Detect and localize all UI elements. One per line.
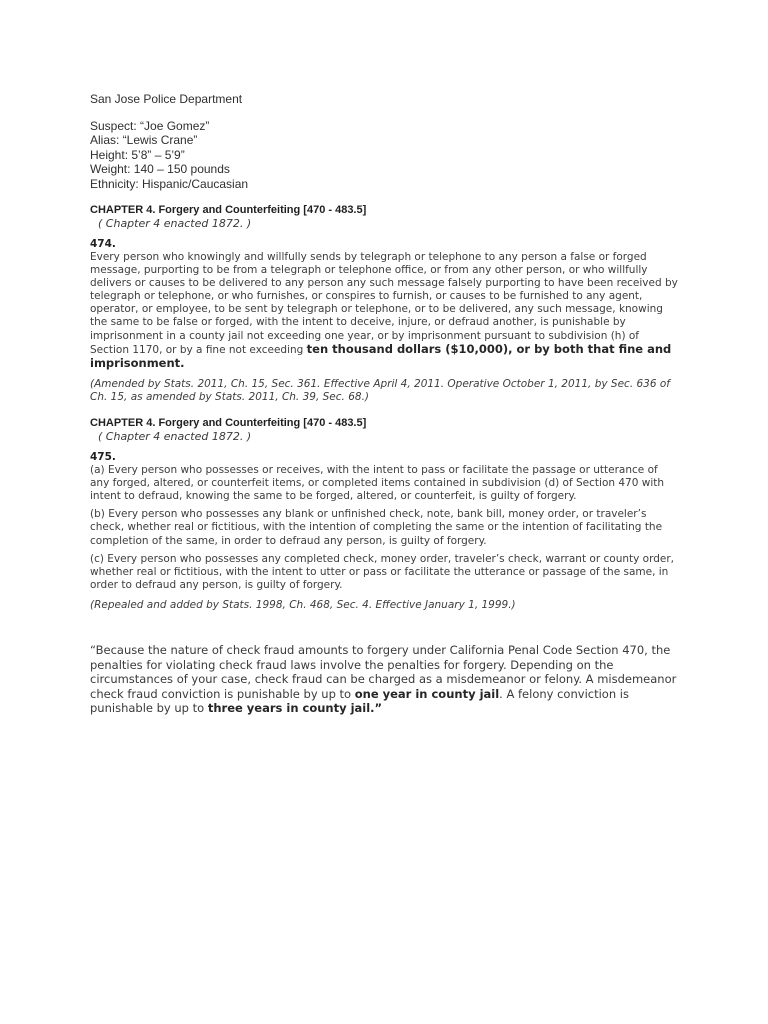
quote-bold-2: three years in county jail.”: [207, 701, 383, 716]
chapter-enacted-note: ( Chapter 4 enacted 1872. ): [98, 217, 252, 230]
suspect-height: Height: 5’8” – 5’9”: [90, 147, 185, 162]
chapter-heading: CHAPTER 4. Forgery and Counterfeiting [470 - 483.5]: [90, 204, 367, 216]
section-history: (Amended by Stats. 2011, Ch. 15, Sec. 361. Effective April 4, 2011. Operative October 1, 2011, by Sec. 636 of Ch. 15, as amended by Stats. 2011, Ch. 39, Sec. 68.): [90, 377, 670, 403]
section-text: [90, 251, 680, 371]
subdivision-b: (b) Every person who possesses any blank or unfinished check, note, bank bill, money order, or traveler’s check, whether real or fictitious, with the intention of completing the same or the intention of facilitating the completion of the same, in order to defraud any person, is guilty of forgery.: [90, 508, 663, 547]
subdivision-a: (a) Every person who possesses or receives, with the intent to pass or facilitate the passage or utterance of any forged, altered, or counterfeit items, or completed items contained in subdivision (d) of Section 470 with intent to defraud, knowing the same to be forged, altered, or counterfeit, is guilty of forgery.: [90, 464, 665, 503]
department-name: San Jose Police Department: [90, 92, 243, 106]
suspect-alias: Alias: “Lewis Crane”: [90, 133, 198, 147]
document-page: [90, 92, 680, 716]
section-text-bold: ten thousand dollars ($10,000), or by both that fine and imprisonment.: [90, 341, 672, 370]
quote-text-2: . A felony conviction is punishable by up to: [90, 686, 629, 716]
section-number: 475.: [90, 451, 116, 464]
suspect-name: Suspect: “Joe Gomez”: [90, 118, 210, 133]
chapter-enacted-note: ( Chapter 4 enacted 1872. ): [98, 430, 252, 444]
section-text-main: Every person who knowingly and willfully sends by telegraph or telephone to any person a false or forged message, purporting to be from a telegraph or telephone office, or from any other person, or who willfully delivers or causes to be delivered to any person any such message falsely purporting to have been received by telegraph or telephone, or who furnishes, or conspires to furnish, or causes to be furnished to any agent, operator, or employee, to be sent by telegraph or telephone, or to be delivered, any such message, knowing the same to be false or forged, with the intent to deceive, injure, or defraud another, is punishable by imprisonment in a county jail not exceeding one year, or by imprisonment pursuant to subdivision (h) of Section 1170, or by a fine not exceeding: [90, 251, 678, 356]
chapter-heading: CHAPTER 4. Forgery and Counterfeiting [470 - 483.5]: [90, 417, 367, 430]
quote-text-1: “Because the nature of check fraud amounts to forgery under California Penal Code Section 470, the penalties for violating check fraud laws involve the penalties for forgery. Depending on the circumstances of your case, check fraud can be charged as a misdemeanor or felony. A misdemeanor check fraud conviction is punishable by up to: [90, 642, 677, 701]
suspect-weight: Weight: 140 – 150 pounds: [90, 162, 230, 176]
section-history: (Repealed and added by Stats. 1998, Ch. 468, Sec. 4. Effective January 1, 1999.): [90, 598, 516, 611]
section-475: [90, 416, 680, 612]
quote-bold-1: one year in county jail: [354, 686, 500, 701]
section-474: [90, 203, 680, 404]
section-number: 474.: [90, 238, 116, 250]
suspect-info: [90, 119, 680, 192]
suspect-ethnicity: Ethnicity: Hispanic/Caucasian: [90, 176, 249, 191]
penalty-quote: [90, 643, 690, 716]
subdivision-c: (c) Every person who possesses any completed check, money order, traveler’s check, warrant or county order, whether real or fictitious, with the intent to utter or pass or facilitate the utterance or passage of the same, in order to defraud any person, is guilty of forgery.: [90, 552, 675, 591]
